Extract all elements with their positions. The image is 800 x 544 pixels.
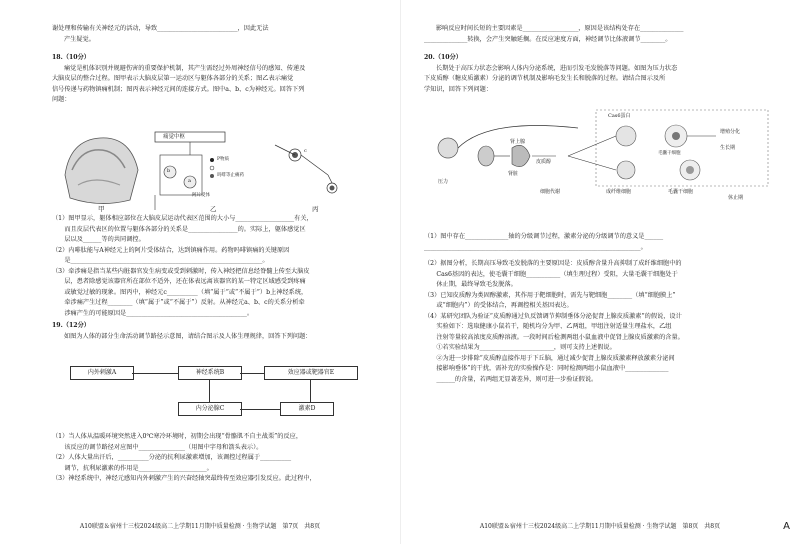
q18-figure-svg <box>60 130 360 212</box>
fig-growth-label: 生长期 <box>720 145 736 151</box>
q20-intro-2: 下皮质醇（糖皮质激素）分泌的调节机制及影响毛发生长和脱落的过程。请结合图示及所 <box>424 75 666 82</box>
line-d-e <box>310 380 311 402</box>
fig-pressure-label: 压力 <box>438 179 449 185</box>
q20-item-3a: （3）已知皮质醇为类固醇激素，其作用于靶细胞时，需先与靶细胞________（填“细胞膜上” <box>424 291 676 299</box>
fig-drug-label: 吗啡等止痛药 <box>217 173 244 178</box>
q18-item-1b: 而且皮层代表区的位置与躯体各部分的关系是________________的。实际上，躯体感觉区 <box>52 225 306 233</box>
carry-line-2: 产生疑觉。 <box>64 35 95 43</box>
q20-item-4b: 实验如下：选取健康小鼠若干，随机均分为甲、乙两组，甲组注射适量生理盐水，乙组 <box>424 323 672 330</box>
right-page <box>400 0 800 544</box>
arrow-b-e <box>240 373 264 374</box>
fig-a-label: a <box>188 178 191 184</box>
q18-item-3d: 牵涉痛产生过程________（填“属于”或“不属于”）反射。从神经元a、b、c的关系分析牵 <box>52 299 305 306</box>
box-stimulus: 内外刺激A <box>70 366 134 380</box>
q20-figure <box>428 108 778 208</box>
q20-item-4f: 接影响垂体”的干扰，需补充的实验操作是：同时检测两组小鼠血液中______________ <box>424 365 669 372</box>
q18-intro-3: 信号传递与药物镇痛机制；图丙表示神经元间的连接方式。图中a、b、c为神经元。回答下列 <box>52 85 305 93</box>
q18-figure <box>60 130 360 212</box>
q18-item-3c: 或敏觉过敏的现象。图丙中，神经元c__________（填“属于”或“不属于”）b上神经系统， <box>52 288 308 296</box>
fig-grow-label: 增殖分化 <box>720 129 741 135</box>
fig-inhibit-label: 成纤维细胞 <box>606 189 632 195</box>
q18-intro-1: 痛觉是机体识别并规避伤害的重要保护机制，其产生需经过外周神经信号的感知、传递及 <box>64 64 306 72</box>
q20-item-4e: ②为进一步排除“皮质醇直接作用于下丘脑，通过减少促肾上腺皮质激素释放激素分泌间 <box>424 354 675 362</box>
carry-line-1: 谢处理和传输有关神经元的活动，导致__________________________，因此无法 <box>52 25 269 32</box>
q19-item-2b: 调节，抗利尿激素的作用是______________________。 <box>52 464 213 472</box>
q18-intro-4: 问题： <box>52 96 71 103</box>
left-column <box>52 24 372 106</box>
fig-rest-label: 休止期 <box>728 195 744 201</box>
fig-yi-label: 乙 <box>210 205 217 213</box>
fig-cas6-label: Cas6蛋白 <box>608 113 631 119</box>
q18-head: 18.（10分） <box>52 54 90 61</box>
fig-dp-label: 毛囊干细胞 <box>668 189 694 195</box>
q20-intro-1: 长期处于高压力状态会影响人体内分泌系统，进而引发毛发脱落等问题。如图为压力状态 <box>436 64 678 72</box>
fig-receptor-label: 阿片受体 <box>192 193 210 198</box>
q18-item-2b: 是______________________________________________________________。 <box>52 257 269 264</box>
fig-cortisol-label: 皮质醇 <box>536 159 552 165</box>
q20-item-1b: ______________________________________________________________________。 <box>424 243 647 251</box>
q20-head: 20.（10分） <box>424 54 462 61</box>
fig-p-label: P物质 <box>217 157 230 162</box>
q19-item-1b: 该反应的调节路径对应图中_______________（用图中字母和箭头表示）。 <box>52 443 263 451</box>
q20-item-4g: ______的含量，若两组无显著差异，则可进一步验证假说。 <box>424 375 598 383</box>
q19-intro: 如图为人体的部分生命活动调节路径示意图，请结合图示及人体生理规律，回答下列问题： <box>64 332 312 340</box>
fig-b-label: b <box>167 168 171 174</box>
q18-item-2a: （2）内啡肽能与A神经元上的阿片受体结合，达到镇痛作用。药物吗啡镇痛的关键原因 <box>52 246 290 254</box>
q19-diagram <box>70 364 360 424</box>
q18-intro-2: 大脑皮层的整合过程。图甲表示大脑皮层第一运动区与躯体各部分的关系；图乙表示痛觉 <box>52 75 294 82</box>
q20-item-4a: （4）某研究团队为验证“皮质醇通过负反馈调节抑制垂体分泌促肾上腺皮质激素”的假说，设计 <box>424 312 682 320</box>
q19-item-2a: （2）人体大量出汗后，__________分泌的抗利尿激素增加，该调控过程属于__________ <box>52 454 292 461</box>
q18-item-3a: （3）牵涉痛是指当某些内脏器官发生病变或受到刺激时，传入神经把信息经脊髓上传至大脑皮 <box>52 267 310 275</box>
box-hormone: 激素D <box>280 402 334 416</box>
carry-line-3: 影响反应时间长短的主要因素是__________________，原因是该结构处存在______________ <box>436 25 684 32</box>
fig-brain-label: 肾脏 <box>508 171 519 177</box>
fig-center-label: 痛觉中枢 <box>163 134 186 140</box>
q20-item-2b: Cas6基因的表达，使毛囊干细胞___________（填生理过程）受阻，大量毛囊干细胞处于 <box>424 270 678 278</box>
fig-hair-cell-label: 毛囊干细胞 <box>658 151 681 156</box>
fig-metab-label: 细胞代谢 <box>540 189 561 195</box>
fig-bing-label: 丙 <box>312 205 319 213</box>
fig-jia-label: 甲 <box>98 205 105 213</box>
left-footer: A10联盟＆宿州十三校2024级高二上学期11月期中质量检测 · 生物学试题 第7页 共8页 <box>79 523 321 530</box>
arrow-c-d <box>240 409 280 410</box>
right-column <box>424 24 774 95</box>
q20-item-3b: 或“细胞内”）的受体结合，再调控相关基因表达。 <box>424 302 573 309</box>
q20-item-1a: （1）图中存在______________轴的分级调节过程，激素分泌的分级调节的意义是______ <box>424 233 664 240</box>
line-b-c <box>209 380 210 402</box>
q18-item-3e: 涉痛产生的可能原因是_______________________________________。 <box>52 309 254 317</box>
q18-item-1a: （1）图甲显示，躯体相应部位在大脑皮层运动代表区范围的大小与___________________有关， <box>52 215 313 222</box>
q20-item-2c: 休止期，最终导致毛发脱落。 <box>424 281 517 288</box>
q20-figure-svg <box>428 108 778 208</box>
q20-intro-3: 学知识，回答下列问题： <box>424 85 493 93</box>
carry-line-4: ______________转换，会产生突触延搁。在反应速度方面，神经调节比体液调节________。 <box>424 35 672 43</box>
corner-mark: A <box>783 521 790 532</box>
q18-items <box>52 214 372 342</box>
arrow-a-b <box>132 373 178 374</box>
right-footer: A10联盟＆宿州十三校2024级高二上学期11月期中质量检测 · 生物学试题 第8页 共8页 <box>479 523 721 530</box>
q20-items <box>424 232 774 385</box>
box-effector: 效应器或靶器官E <box>264 366 358 380</box>
q19-item-3a: （3）神经系统中，神经元感知内外刺激产生的兴奋经轴突最终传至效应器引发反应。此过程中， <box>52 475 316 482</box>
q19-items <box>52 432 372 485</box>
box-nerve-system: 神经系统B <box>178 366 242 380</box>
q20-item-4d: ①若实验结果为________________________，则可支持上述假说。 <box>424 344 616 351</box>
box-endocrine: 内分泌腺C <box>178 402 242 416</box>
fig-c-label: c <box>304 148 307 154</box>
fig-adrenal-label: 肾上腺 <box>510 139 526 145</box>
q20-item-4c: 注射等量较高浓度皮质醇溶液。一段时间后检测两组小鼠血液中促肾上腺皮质激素的含量。 <box>424 333 684 341</box>
q20-item-2a: （2）据图分析，长期高压导致毛发脱落的主要原因是：皮质醇含量升高抑制了成纤维细胞中的 <box>424 260 682 267</box>
q18-item-1c: 层以及______等的共同调控。 <box>52 236 145 243</box>
q18-item-3b: 层，患者除感觉该器官所在部位不适外，还在体表远离该器官的某一特定区域感受到疼痛 <box>52 278 306 285</box>
q19-item-1a: （1）当人体从温暖环境突然进入0℃寒冷环境时，初期会出现“骨骼肌不自主战栗”的反应， <box>52 433 303 440</box>
q19-head: 19.（12分） <box>52 322 90 329</box>
